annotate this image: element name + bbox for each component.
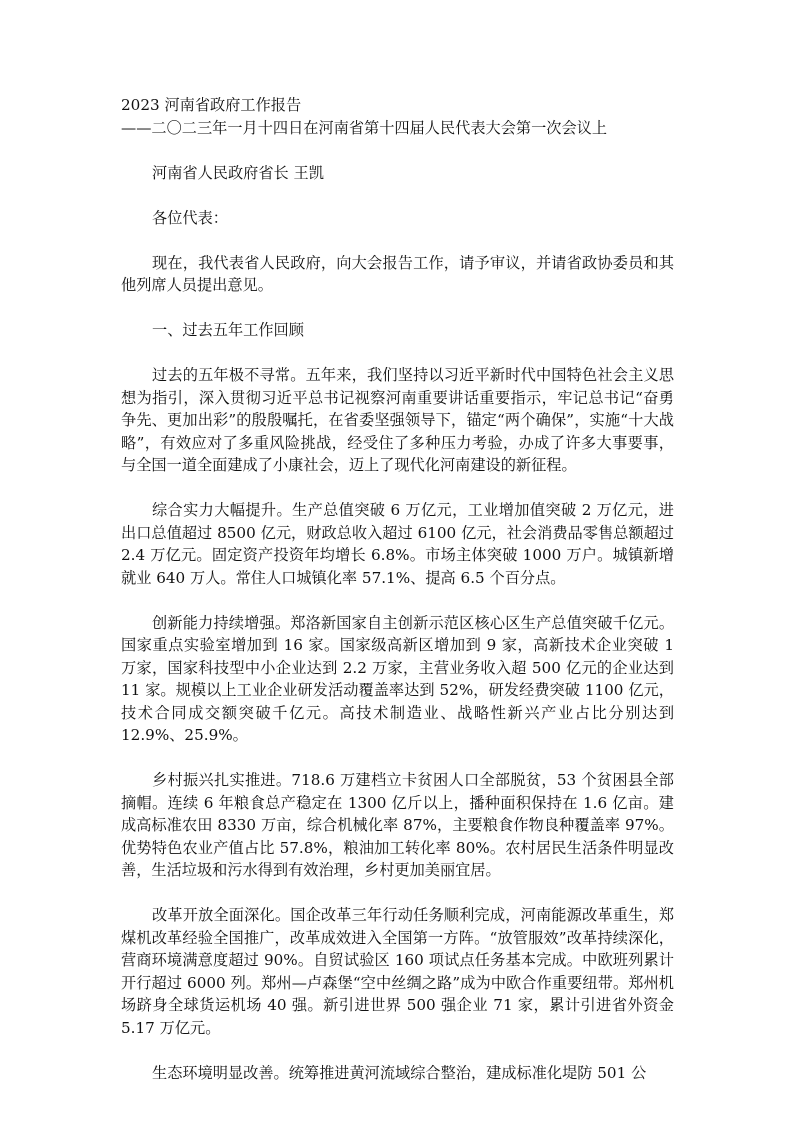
document-subtitle: ——二〇二三年一月十四日在河南省第十四届人民代表大会第一次会议上	[121, 118, 607, 137]
paragraph-review: 过去的五年极不寻常。五年来，我们坚持以习近平新时代中国特色社会主义思想为指引，深入贯彻习近平总书记视察河南重要讲话重要指示，牢记总书记“奋勇争先、更加出彩”的殷殷嘱托，在省委坚强领导下，锚定“两个确保”，实施“十大战略”，有效应对了多重风险挑战，经受住了多种压力考验，办成了许多大事要事，与全国一道全面建成了小康社会，迈上了现代化河南建设的新征程。	[121, 366, 674, 474]
section-heading: 一、过去五年工作回顾	[152, 321, 304, 339]
paragraph-rural: 乡村振兴扎实推进。718.6 万建档立卡贫困人口全部脱贫，53 个贫困县全部摘帽。连续 6 年粮食总产稳定在 1300 亿斤以上，播种面积保持在 1.6 亿亩。建成高标准农田 8330 万亩，综合机械化率 87%，主要粮食作物良种覆盖率 97%。优势特色农业产值占比 57.8%，粮油加工转化率 80%。农村居民生活条件明显改善，生活垃圾和污水得到有效治理，乡村更加美丽宜居。	[121, 771, 674, 879]
paragraph-ecology: 生态环境明显改善。统筹推进黄河流域综合整治，建成标准化堤防 501 公	[152, 1063, 647, 1082]
author-line: 河南省人民政府省长 王凯	[152, 163, 324, 182]
paragraph-strength: 综合实力大幅提升。生产总值突破 6 万亿元，工业增加值突破 2 万亿元，进出口总值超过 8500 亿元，财政总收入超过 6100 亿元，社会消费品零售总额超过 2.4 万亿元。固定资产投资年均增长 6.8%。市场主体突破 1000 万户。城镇新增就业 640 万人。常住人口城镇化率 57.1%、提高 6.5 个百分点。	[121, 501, 674, 587]
salutation: 各位代表：	[152, 208, 228, 227]
paragraph-intro: 现在，我代表省人民政府，向大会报告工作，请予审议，并请省政协委员和其他列席人员提出意见。	[121, 253, 674, 294]
document-title: 2023 河南省政府工作报告	[121, 96, 302, 114]
paragraph-innovation: 创新能力持续增强。郑洛新国家自主创新示范区核心区生产总值突破千亿元。国家重点实验室增加到 16 家。国家级高新区增加到 9 家，高新技术企业突破 1 万家，国家科技型中小企业达到 2.2 万家，主营业务收入超 500 亿元的企业达到 11 家。规模以上工业企业研发活动覆盖率达到 52%，研发经费突破 1100 亿元，技术合同成交额突破千亿元。高技术制造业、战略性新兴产业占比分别达到 12.9%、25.9%。	[121, 613, 674, 744]
document-body	[121, 94, 674, 1084]
paragraph-reform: 改革开放全面深化。国企改革三年行动任务顺利完成，河南能源改革重生，郑煤机改革经验全国推广，改革成效进入全国第一方阵。“放管服效”改革持续深化，营商环境满意度超过 90%。自贸试验区 160 项试点任务基本完成。中欧班列累计开行超过 6000 列。郑州—卢森堡“空中丝绸之路”成为中欧合作重要纽带。郑州机场跻身全球货运机场 40 强。新引进世界 500 强企业 71 家，累计引进省外资金 5.17 万亿元。	[121, 906, 674, 1037]
